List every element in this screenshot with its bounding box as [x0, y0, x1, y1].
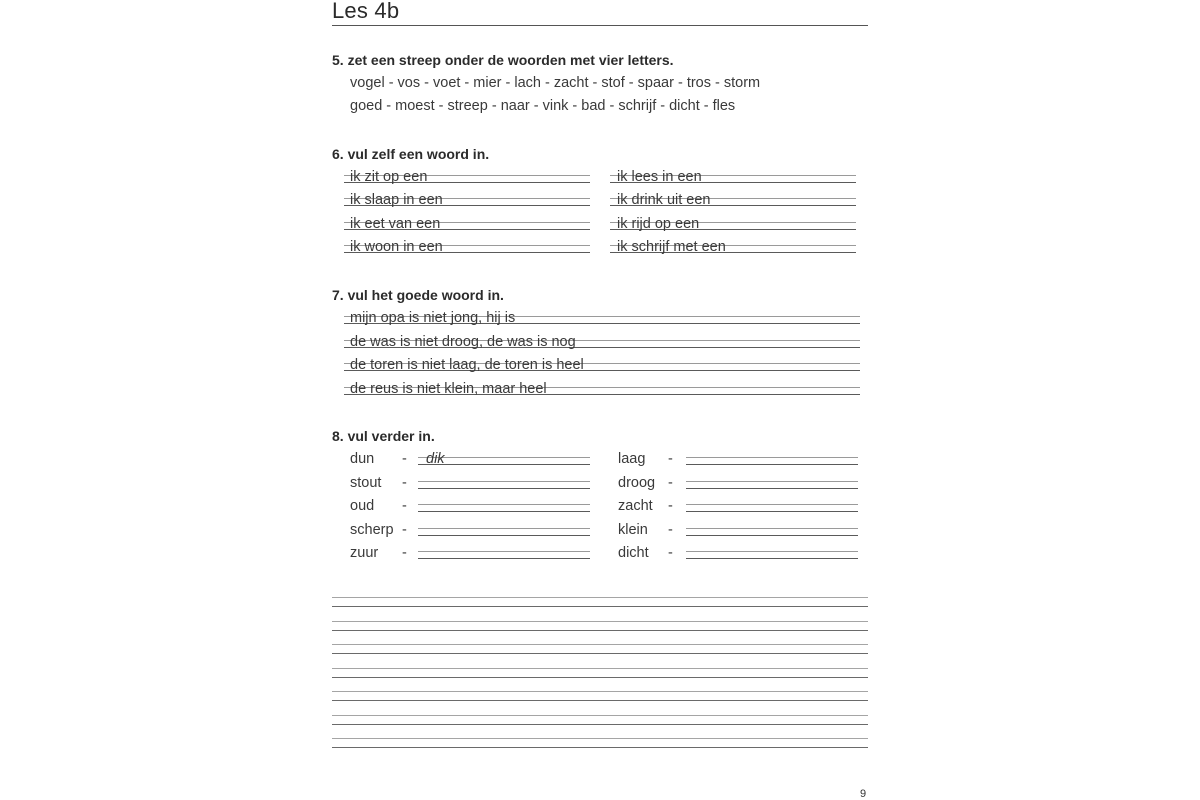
- exercise-8-word: laag: [618, 451, 646, 467]
- exercise-8-word: scherp: [350, 522, 394, 538]
- exercise-6-prompt: ik lees in een: [617, 169, 702, 185]
- exercise-6-prompt: ik drink uit een: [617, 192, 711, 208]
- writing-line[interactable]: [332, 644, 868, 654]
- exercise-8-dash: -: [402, 475, 407, 491]
- exercise-6-prompt: ik eet van een: [350, 216, 441, 232]
- writing-line[interactable]: [332, 715, 868, 725]
- title-rule: [332, 25, 868, 26]
- exercise-8-dash: -: [668, 451, 673, 467]
- exercise-8-dash: -: [402, 498, 407, 514]
- exercise-8-heading: 8. vul verder in.: [332, 428, 435, 444]
- exercise-8-answer-line[interactable]: [418, 504, 590, 512]
- exercise-6-prompt: ik schrijf met een: [617, 239, 726, 255]
- exercise-8-dash: -: [668, 545, 673, 561]
- exercise-8-answer-line[interactable]: [686, 457, 858, 465]
- writing-line[interactable]: [332, 738, 868, 748]
- exercise-5-heading: 5. zet een streep onder de woorden met vier letters.: [332, 52, 674, 68]
- exercise-8-answer-line[interactable]: [686, 481, 858, 489]
- exercise-7-sentence: de reus is niet klein, maar heel: [350, 381, 547, 397]
- exercise-8-answer-line[interactable]: [418, 551, 590, 559]
- exercise-7-sentence: de was is niet droog, de was is nog: [350, 334, 576, 350]
- exercise-8-word: zacht: [618, 498, 653, 514]
- exercise-5-word-row-2: goed - moest - streep - naar - vink - bad - schrijf - dicht - fles: [350, 98, 736, 114]
- exercise-8-word: droog: [618, 475, 656, 491]
- page-number: 9: [860, 788, 867, 800]
- exercise-8-answer-line[interactable]: [686, 551, 858, 559]
- exercise-7-sentence: mijn opa is niet jong, hij is: [350, 310, 516, 326]
- exercise-6-prompt: ik zit op een: [350, 169, 428, 185]
- exercise-8-answer-line[interactable]: [686, 528, 858, 536]
- exercise-8-word: dun: [350, 451, 375, 467]
- exercise-6-prompt: ik woon in een: [350, 239, 443, 255]
- exercise-8-dash: -: [402, 545, 407, 561]
- exercise-8-example-answer: dik: [426, 451, 445, 467]
- writing-line[interactable]: [332, 621, 868, 631]
- exercise-8-word: stout: [350, 475, 382, 491]
- exercise-8-word: oud: [350, 498, 375, 514]
- exercise-8-dash: -: [668, 522, 673, 538]
- exercise-8-answer-line[interactable]: [686, 504, 858, 512]
- exercise-8-dash: -: [668, 475, 673, 491]
- exercise-8-word: klein: [618, 522, 648, 538]
- exercise-6-heading: 6. vul zelf een woord in.: [332, 146, 490, 162]
- exercise-6-prompt: ik rijd op een: [617, 216, 700, 232]
- exercise-8-answer-line[interactable]: [418, 481, 590, 489]
- exercise-7-heading: 7. vul het goede woord in.: [332, 287, 504, 303]
- writing-line[interactable]: [332, 691, 868, 701]
- exercise-6-prompt: ik slaap in een: [350, 192, 443, 208]
- exercise-8-answer-line[interactable]: [418, 528, 590, 536]
- page-title: Les 4b: [332, 0, 400, 23]
- exercise-8-dash: -: [402, 451, 407, 467]
- writing-line[interactable]: [332, 597, 868, 607]
- exercise-8-word: dicht: [618, 545, 649, 561]
- writing-line[interactable]: [332, 668, 868, 678]
- exercise-7-sentence: de toren is niet laag, de toren is heel: [350, 357, 584, 373]
- exercise-8-dash: -: [668, 498, 673, 514]
- exercise-5-word-row-1: vogel - vos - voet - mier - lach - zacht - stof - spaar - tros - storm: [350, 75, 761, 91]
- exercise-8-word: zuur: [350, 545, 379, 561]
- exercise-8-dash: -: [402, 522, 407, 538]
